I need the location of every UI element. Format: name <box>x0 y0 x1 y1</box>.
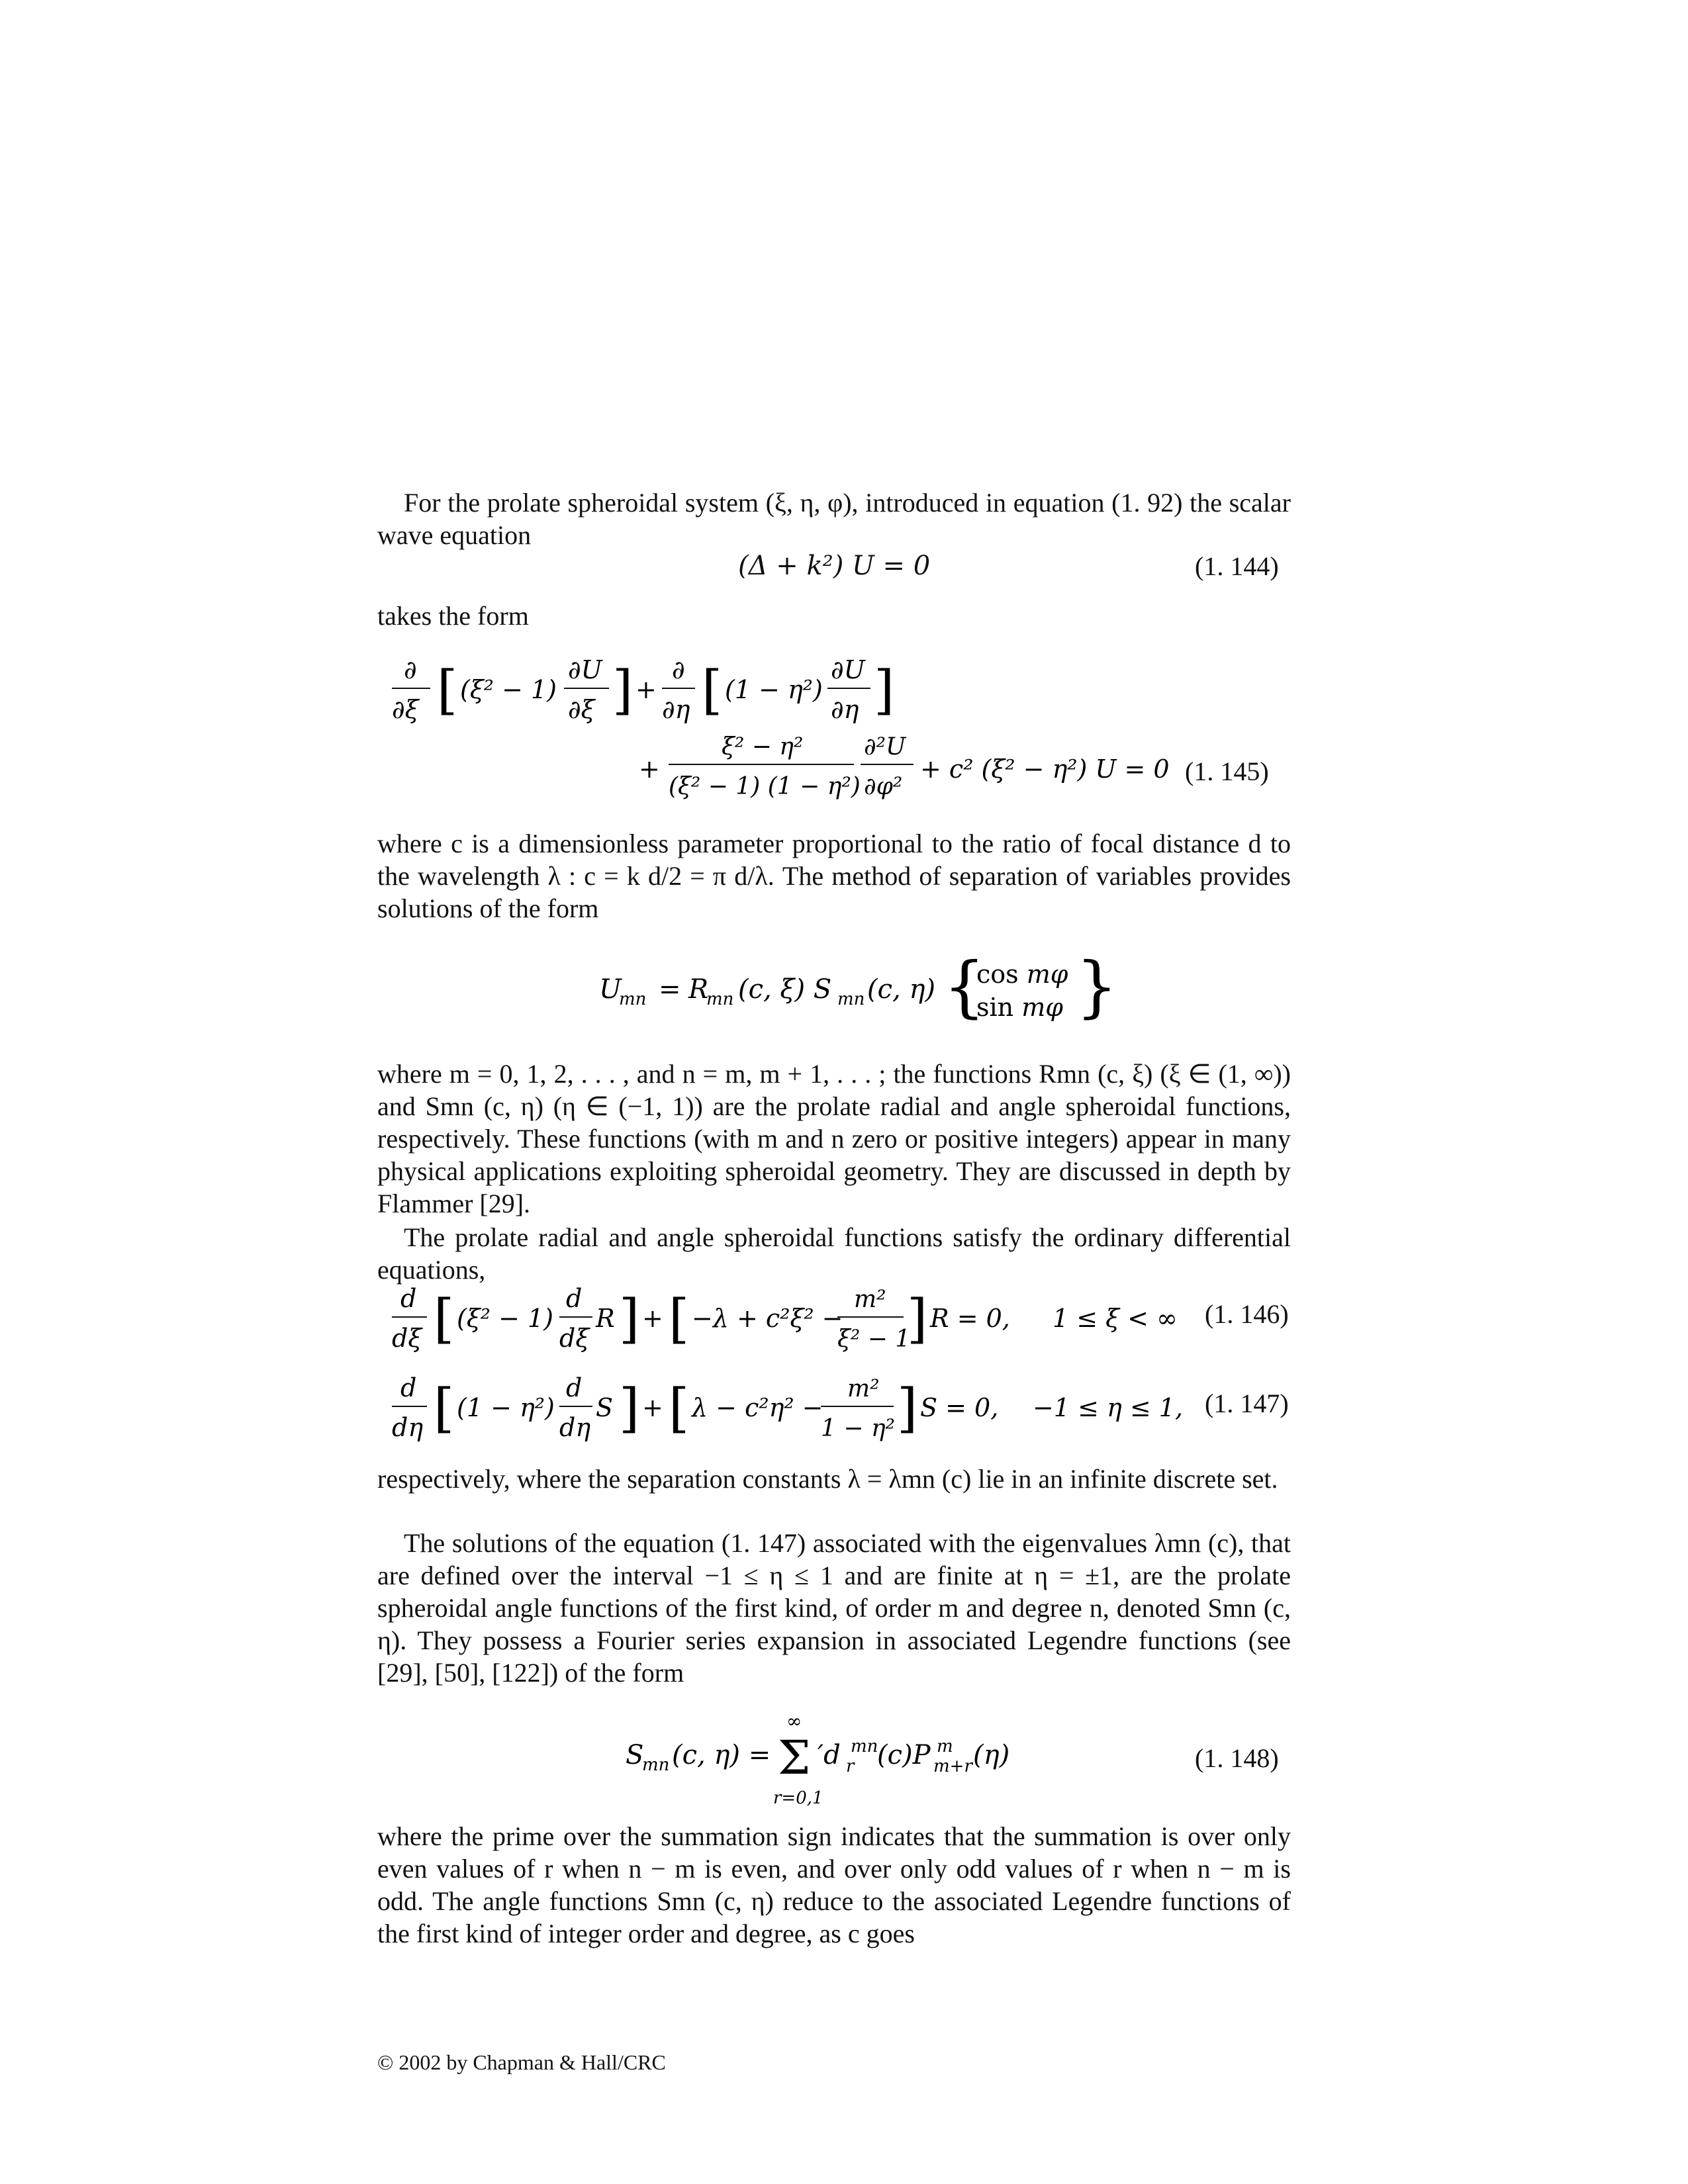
svg-text:(ξ² − 1): (ξ² − 1) <box>457 1304 553 1333</box>
svg-text:Σ: Σ <box>778 1731 811 1785</box>
equation-1-147-number: (1. 147) <box>1205 1388 1289 1418</box>
svg-text:∂ξ: ∂ξ <box>568 695 595 724</box>
svg-text:dη: dη <box>559 1413 591 1442</box>
svg-text:∂U: ∂U <box>831 655 865 684</box>
svg-text:m²: m² <box>847 1375 880 1402</box>
svg-text:1 − η²: 1 − η² <box>821 1415 895 1442</box>
equation-1-147 <box>391 1373 1291 1446</box>
svg-text:−1 ≤ η ≤ 1,: −1 ≤ η ≤ 1, <box>1033 1393 1184 1422</box>
equation-1-144-number: (1. 144) <box>1195 551 1279 581</box>
svg-text:(η): (η) <box>973 1740 1010 1770</box>
svg-text:d: d <box>400 1373 417 1402</box>
paragraph-parameter-c: where c is a dimensionless parameter proportional to the ratio of focal distance d to the wavelength λ : c = k d/2 = π d/λ. The method of separation of variables provides solutions of the form <box>377 829 1291 923</box>
svg-text:[: [ <box>434 1377 455 1439</box>
svg-text:(c)P: (c)P <box>877 1740 931 1770</box>
svg-text:mn: mn <box>851 1737 878 1756</box>
svg-text:mn: mn <box>837 989 865 1009</box>
svg-text:[: [ <box>702 659 723 721</box>
svg-text:=: = <box>659 974 681 1005</box>
svg-text:m+r: m+r <box>933 1756 972 1776</box>
svg-text:+: + <box>642 1304 663 1333</box>
paragraph-angle-functions: The solutions of the equation (1. 147) associated with the eigenvalues λmn (c), that are defined over the interval −1 ≤ η ≤ 1 and are finite at η = ±1, are the prolate spheroidal angle functions of the first kind, of order m and degree n, denoted Smn (c, η). They possess a Fourier series expansion in associated Legendre functions (see [29], [50], [122]) of the form <box>377 1528 1291 1688</box>
equation-umn <box>596 948 1118 1026</box>
svg-text:m²: m² <box>854 1286 886 1313</box>
svg-text:mn: mn <box>642 1755 670 1775</box>
equation-1-146-svg <box>391 1284 1291 1357</box>
svg-text:d: d <box>566 1284 583 1313</box>
svg-text:+: + <box>642 1393 663 1422</box>
svg-text:m: m <box>937 1737 953 1756</box>
paragraph-takes-form: takes the form <box>377 601 529 631</box>
equation-1-148 <box>622 1711 1291 1810</box>
svg-text:S = 0,: S = 0, <box>920 1393 999 1422</box>
svg-text:dξ: dξ <box>559 1324 590 1353</box>
svg-text:1 ≤ ξ < ∞: 1 ≤ ξ < ∞ <box>1053 1304 1178 1333</box>
svg-text:d: d <box>566 1373 583 1402</box>
svg-text:λ − c²η² −: λ − c²η² − <box>692 1393 823 1422</box>
svg-text:+: + <box>639 754 660 784</box>
svg-text:+ c² (ξ² − η²) U = 0: + c² (ξ² − η²) U = 0 <box>920 754 1170 784</box>
svg-text:}: } <box>1076 948 1118 1025</box>
svg-text:]: ] <box>619 1377 640 1439</box>
equation-1-146-number: (1. 146) <box>1205 1299 1289 1329</box>
svg-text:R: R <box>688 974 709 1005</box>
svg-text:(1 − η²): (1 − η²) <box>725 675 823 704</box>
svg-text:∂: ∂ <box>672 655 685 684</box>
svg-text:∞: ∞ <box>786 1710 802 1732</box>
svg-text:[: [ <box>669 1288 690 1349</box>
svg-text:∂φ²: ∂φ² <box>864 773 903 800</box>
svg-text:[: [ <box>437 659 458 721</box>
svg-text:]: ] <box>874 659 895 721</box>
svg-text:∂U: ∂U <box>568 655 602 684</box>
equation-1-144-body: (Δ + k²) U = 0 <box>738 551 931 581</box>
svg-text:∂η: ∂η <box>831 695 859 724</box>
svg-text:]: ] <box>897 1377 918 1439</box>
svg-text:]: ] <box>907 1288 928 1349</box>
svg-text:(c, ξ) S: (c, ξ) S <box>738 974 832 1005</box>
equation-1-146 <box>391 1284 1291 1357</box>
svg-text:]: ] <box>612 659 633 721</box>
svg-text:R = 0,: R = 0, <box>930 1304 1010 1333</box>
svg-text:S: S <box>626 1740 644 1770</box>
svg-text:{: { <box>943 948 986 1025</box>
svg-text:+: + <box>635 675 657 704</box>
paragraph-separation-constants: respectively, where the separation constants λ = λmn (c) lie in an infinite discrete set. <box>377 1464 1278 1494</box>
equation-1-145-number: (1. 145) <box>1185 756 1269 786</box>
svg-text:[: [ <box>669 1377 690 1439</box>
equation-1-147-svg <box>391 1373 1291 1446</box>
svg-text:(ξ² − 1) (1 − η²): (ξ² − 1) (1 − η²) <box>669 773 861 800</box>
svg-text:]: ] <box>619 1288 640 1349</box>
paragraph-ode: The prolate radial and angle spheroidal functions satisfy the ordinary differential equations, <box>377 1222 1291 1285</box>
equation-1-145-svg <box>391 655 1291 807</box>
svg-text:(c, η) =: (c, η) = <box>672 1740 771 1770</box>
svg-text:R: R <box>596 1304 615 1333</box>
svg-text:mn: mn <box>619 989 647 1009</box>
copyright-footer: © 2002 by Chapman & Hall/CRC <box>377 2050 666 2074</box>
svg-text:′d: ′d <box>818 1740 841 1770</box>
equation-1-148-svg <box>622 1711 1139 1810</box>
svg-text:dξ: dξ <box>392 1324 422 1353</box>
equation-1-144 <box>738 551 1291 581</box>
svg-text:U: U <box>599 974 622 1005</box>
svg-text:sin mφ: sin mφ <box>976 993 1063 1022</box>
svg-text:(1 − η²): (1 − η²) <box>457 1393 555 1422</box>
svg-text:∂²U: ∂²U <box>864 733 906 760</box>
svg-text:cos mφ: cos mφ <box>976 960 1068 989</box>
svg-text:∂ξ: ∂ξ <box>392 695 419 724</box>
svg-text:∂η: ∂η <box>662 695 690 724</box>
svg-text:dη: dη <box>392 1413 424 1442</box>
svg-text:mn: mn <box>706 989 734 1009</box>
svg-text:r: r <box>846 1756 855 1776</box>
svg-text:∂: ∂ <box>404 655 417 684</box>
svg-text:S: S <box>596 1393 614 1422</box>
svg-text:−λ + c²ξ² −: −λ + c²ξ² − <box>692 1304 843 1333</box>
svg-text:ξ² − 1: ξ² − 1 <box>837 1326 911 1353</box>
equation-1-148-number: (1. 148) <box>1195 1743 1279 1773</box>
svg-text:d: d <box>400 1284 417 1313</box>
svg-text:(c, η): (c, η) <box>867 974 936 1005</box>
equation-umn-svg <box>596 948 1118 1026</box>
svg-text:r=0,1: r=0,1 <box>773 1788 823 1808</box>
paragraph-summation-note: where the prime over the summation sign indicates that the summation is over only even values of r when n − m is even, and over only odd values of r when n − m is odd. The angle functions Smn (c, η) reduce to the associated Legendre functions of the first kind of integer order and degree, as c goes <box>377 1821 1291 1948</box>
svg-text:ξ² − η²: ξ² − η² <box>722 733 804 760</box>
paragraph-intro: For the prolate spheroidal system (ξ, η, φ), introduced in equation (1. 92) the scalar wave equation <box>377 488 1291 550</box>
paragraph-functions: where m = 0, 1, 2, . . . , and n = m, m + 1, . . . ; the functions Rmn (c, ξ) (ξ ∈ (1, ∞)) and Smn (c, η) (η ∈ (−1, 1)) are the prolate radial and angle spheroidal functions, respectively. These functions (with m and n zero or positive integers) appear in many physical applications exploiting spheroidal geometry. They are discussed in depth by Flammer [29]. <box>377 1059 1291 1218</box>
equation-1-145 <box>391 655 1291 807</box>
svg-text:[: [ <box>434 1288 455 1349</box>
equation-1-145-line1-text <box>0 0 1 1</box>
svg-text:(ξ² − 1): (ξ² − 1) <box>460 675 557 704</box>
